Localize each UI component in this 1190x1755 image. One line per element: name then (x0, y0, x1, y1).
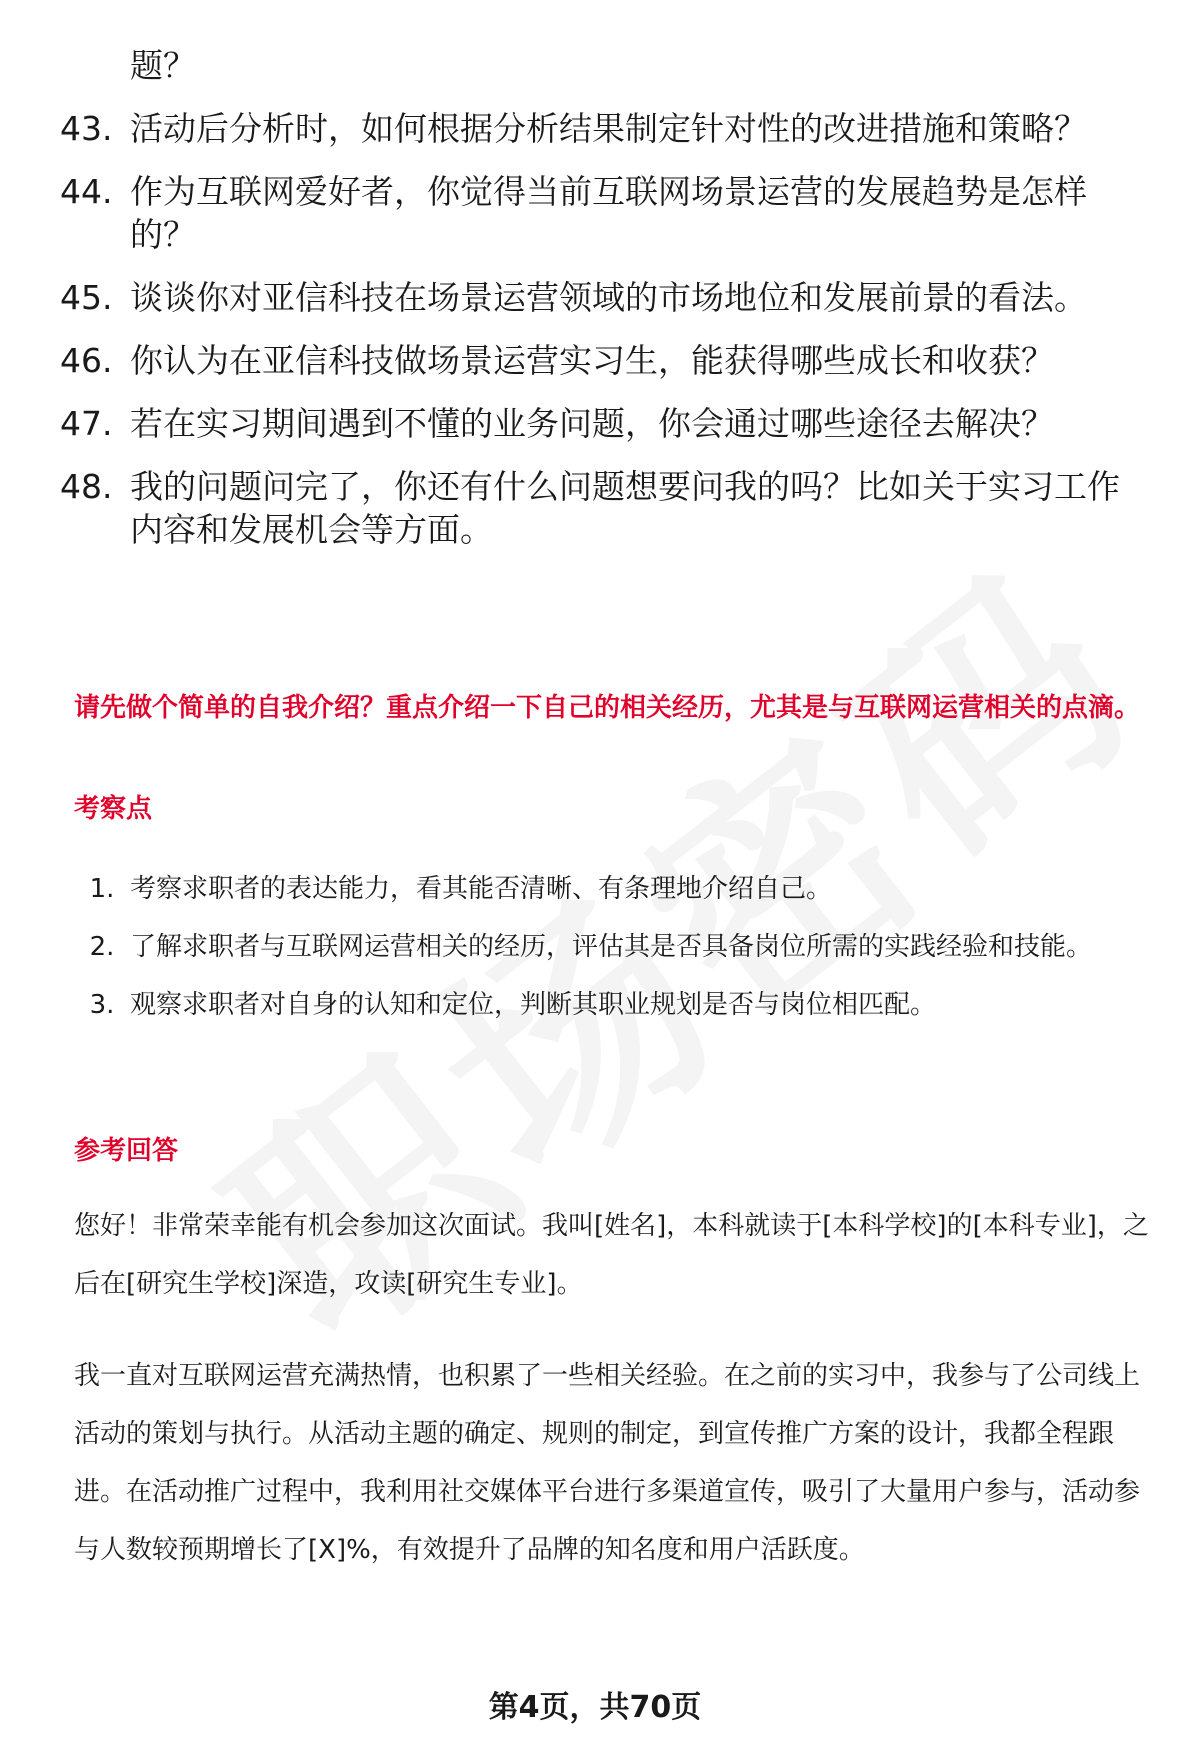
question-number: 43. (60, 109, 113, 148)
exam-point (74, 976, 1154, 1034)
question-text: 若在实习期间遇到不懂的业务问题，你会通过哪些途径去解决？ (130, 404, 1054, 443)
answer-paragraph: 我一直对互联网运营充满热情，也积累了一些相关经验。在之前的实习中，我参与了公司线上活动的策划与执行。从活动主题的确定、规则的制定，到宣传推广方案的设计，我都全程跟进。在活动推广过程中，我利用社交媒体平台进行多渠道宣传，吸引了大量用户参与，活动参与人数较预期增长了[X]%，有效提升了品牌的知名度和用户活跃度。 (74, 1361, 1141, 1565)
exam-point-text: 观察求职者对自身的认知和定位，判断其职业规划是否与岗位相匹配。 (130, 990, 937, 1020)
question-heading: 请先做个简单的自我介绍？重点介绍一下自己的相关经历，尤其是与互联网运营相关的点滴。 (74, 693, 1141, 723)
exam-point (74, 918, 1154, 976)
question-text: 作为互联网爱好者，你觉得当前互联网场景运营的发展趋势是怎样的？ (130, 172, 1087, 254)
question-item (60, 465, 1150, 551)
question-text: 活动后分析时，如何根据分析结果制定针对性的改进措施和策略？ (130, 109, 1087, 148)
question-item (60, 402, 1150, 445)
answer-paragraph: 您好！非常荣幸能有机会参加这次面试。我叫[姓名]，本科就读于[本科学校]的[本科专业]，之后在[研究生学校]深造，攻读[研究生专业]。 (74, 1211, 1149, 1299)
question-continuation: 题？ (130, 46, 196, 85)
exam-point-number: 1. (89, 874, 115, 904)
question-text: 你认为在亚信科技做场景运营实习生，能获得哪些成长和收获？ (130, 341, 1054, 380)
page-footer: 第4页，共70页 (488, 1690, 702, 1725)
question-item (60, 339, 1150, 382)
question-number: 48. (60, 467, 113, 506)
question-item (60, 170, 1150, 256)
question-number: 47. (60, 404, 113, 443)
exam-point-text: 了解求职者与互联网运营相关的经历，评估其是否具备岗位所需的实践经验和技能。 (130, 932, 1093, 962)
question-item (60, 107, 1150, 150)
question-text: 我的问题问完了，你还有什么问题想要问我的吗？比如关于实习工作内容和发展机会等方面。 (130, 467, 1120, 549)
question-number: 45. (60, 278, 113, 317)
answer-heading: 参考回答 (74, 1136, 179, 1166)
exam-points-heading: 考察点 (74, 794, 153, 824)
question-item (60, 276, 1150, 319)
question-text: 谈谈你对亚信科技在场景运营领域的市场地位和发展前景的看法。 (130, 278, 1087, 317)
question-list (60, 44, 1150, 571)
question-number: 44. (60, 172, 113, 211)
exam-points-list (74, 860, 1154, 1034)
question-number: 46. (60, 341, 113, 380)
exam-point-number: 2. (89, 932, 115, 962)
exam-point-number: 3. (89, 990, 115, 1020)
exam-point (74, 860, 1154, 918)
exam-point-text: 考察求职者的表达能力，看其能否清晰、有条理地介绍自己。 (130, 874, 833, 904)
